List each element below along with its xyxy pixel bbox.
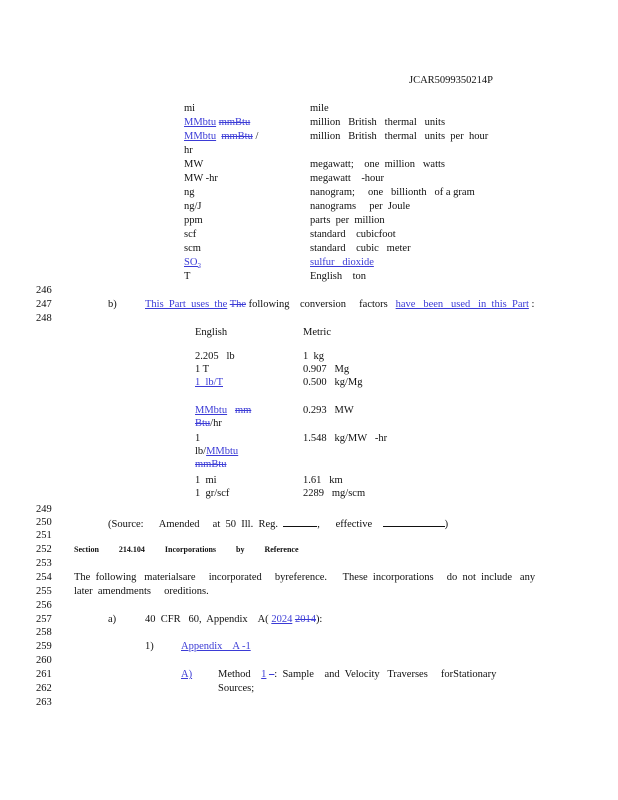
- line-number: 253: [36, 558, 52, 569]
- item-1-link[interactable]: Appendix A -1: [181, 641, 251, 652]
- line-number: 249: [36, 504, 52, 515]
- line-number: 259: [36, 641, 52, 652]
- table-cell-metric: 1.61 km: [303, 475, 343, 486]
- table-cell-english: 1 lb/T: [195, 377, 223, 388]
- abbr-term: MW -hr: [184, 173, 218, 184]
- table-cell-metric: 0.907 Mg: [303, 364, 350, 375]
- para-b-label: b): [108, 299, 117, 310]
- abbr-term: scm: [184, 243, 201, 254]
- table-cell-english: 1 T: [195, 364, 210, 375]
- incorporation-text-line2: later amendments oreditions.: [74, 586, 209, 597]
- abbr-definition: megawatt; one million watts: [310, 159, 446, 170]
- line-number: 256: [36, 600, 52, 611]
- abbr-definition: standard cubicfoot: [310, 229, 396, 240]
- line-number: 250: [36, 517, 52, 528]
- section-heading: Section 214.104 Incorporations by Reference: [74, 545, 299, 554]
- line-number: 248: [36, 313, 52, 324]
- abbr-term: MW: [184, 159, 204, 170]
- item-A-text-cont: Sources;: [218, 683, 255, 694]
- table-header-metric: Metric: [303, 327, 331, 338]
- item-a-text: 40 CFR 60, Appendix A( 2024 2014):: [145, 614, 323, 625]
- line-number: 260: [36, 655, 52, 666]
- table-cell-metric: 0.500 kg/Mg: [303, 377, 363, 388]
- line-number: 251: [36, 530, 52, 541]
- table-cell-english: 1: [195, 433, 201, 444]
- table-cell-english: Btu/hr: [195, 418, 222, 429]
- line-number: 247: [36, 299, 52, 310]
- line-number: 255: [36, 586, 52, 597]
- line-number: 263: [36, 697, 52, 708]
- table-cell-english: MMbtu mm: [195, 405, 252, 416]
- abbr-definition: megawatt -hour: [310, 173, 385, 184]
- source-note: (Source: Amended at 50 Ill. Reg. , effective ): [108, 516, 448, 531]
- abbr-term: scf: [184, 229, 197, 240]
- item-A-label: A): [181, 669, 193, 680]
- item-a-label: a): [108, 614, 117, 625]
- line-number: 254: [36, 572, 52, 583]
- abbr-term: ppm: [184, 215, 203, 226]
- line-number: 258: [36, 627, 52, 638]
- line-number: 257: [36, 614, 52, 625]
- abbr-definition: nanograms per Joule: [310, 201, 411, 212]
- abbr-definition: sulfur dioxide: [310, 257, 374, 268]
- abbr-term: MMbtu mmBtu: [184, 117, 251, 128]
- line-number: 261: [36, 669, 52, 680]
- table-header-english: English: [195, 327, 228, 338]
- abbr-definition: parts per million: [310, 215, 385, 226]
- line-number: 246: [36, 285, 52, 296]
- abbr-definition: million British thermal units: [310, 117, 446, 128]
- table-cell-english: mmBtu: [195, 459, 227, 470]
- item-A-text: Method 1 –: Sample and Velocity Traverses forStationary: [218, 669, 497, 680]
- abbr-term: mi: [184, 103, 196, 114]
- abbr-definition: English ton: [310, 271, 367, 282]
- table-cell-metric: 1.548 kg/MW -hr: [303, 433, 388, 444]
- item-1-label: 1): [145, 641, 154, 652]
- abbr-definition: mile: [310, 103, 329, 114]
- abbr-definition: million British thermal units per hour: [310, 131, 489, 142]
- abbr-definition: standard cubic meter: [310, 243, 411, 254]
- abbr-term: $SO_2$: [184, 257, 201, 271]
- table-cell-english: 2.205 lb: [195, 351, 235, 362]
- abbr-term: T: [184, 271, 191, 282]
- abbr-term: ng/J: [184, 201, 202, 212]
- table-cell-metric: 0.293 MW: [303, 405, 354, 416]
- para-b-text: This Part uses the The following conversion factors have been used in this Part :: [145, 299, 535, 310]
- table-cell-metric: 2289 mg/scm: [303, 488, 366, 499]
- document-id: JCAR5099350214P: [409, 75, 494, 86]
- abbr-term: MMbtu mmBtu /: [184, 131, 259, 142]
- abbr-definition: nanogram; one billionth of a gram: [310, 187, 475, 198]
- abbr-term: hr: [184, 145, 193, 156]
- incorporation-text-line1: The following materialsare incorporated byreference. These incorporations do not include any: [74, 572, 536, 583]
- table-cell-english: 1 mi: [195, 475, 217, 486]
- table-cell-metric: 1 kg: [303, 351, 324, 362]
- table-cell-english: 1 gr/scf: [195, 488, 230, 499]
- line-number: 252: [36, 544, 52, 555]
- line-number: 262: [36, 683, 52, 694]
- abbr-term: ng: [184, 187, 195, 198]
- table-cell-english: lb/MMbtu: [195, 446, 239, 457]
